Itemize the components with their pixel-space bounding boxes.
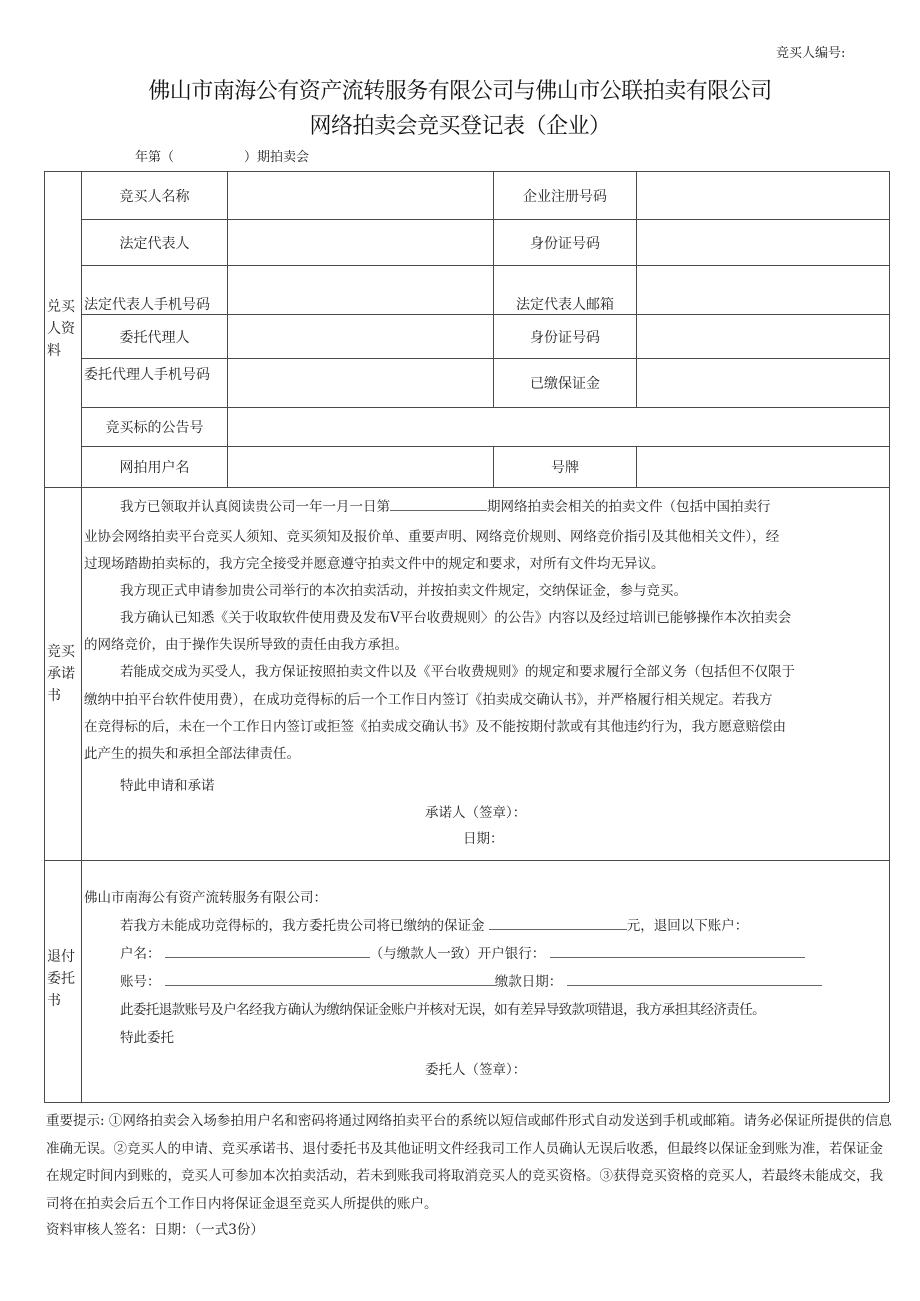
refund-text-segment: 若我方未能成功竞得标的，我方委托贵公司将已缴纳的保证金 — [120, 918, 485, 934]
refund-confirm-text: 此委托退款账号及户名经我方确认为缴纳保证金账户并核对无误，如有差异导致款项错退，我方承担其经济责任。 — [120, 1002, 765, 1018]
commitment-line: 在竞得标的后，未在一个工作日内签订或拒签《拍卖成交确认书》及不能按期付款或有其他违约行为，我方愿意赔偿由 — [84, 719, 786, 735]
account-no-blank[interactable] — [165, 973, 495, 986]
agent-id-input[interactable] — [641, 320, 889, 352]
refund-line-account-name — [120, 941, 805, 968]
commitment-line: 缴纳中拍平台软件使用费），在成功竞得标的后一个工作日内签订《拍卖成交确认书》，并严格履行相关规定。若我方 — [84, 692, 773, 708]
commitment-closing: 特此申请和承诺 — [120, 778, 215, 794]
commitment-line: 我方确认已知悉《关于收取软件使用费及发布V平台收费规则〉的公告》内容以及经过培训已能够操作本次拍卖会 — [120, 610, 792, 626]
refund-line-account-no — [120, 969, 822, 996]
label-agent: 委托代理人 — [119, 330, 190, 346]
label-legal-rep-phone: 法定代表人手机号码 — [84, 297, 210, 313]
table-border-right — [889, 171, 890, 1102]
announcement-no-input[interactable] — [232, 412, 888, 444]
page-title-line1: 佛山市南海公有资产流转服务有限公司与佛山市公联拍卖有限公司 — [148, 79, 772, 104]
section-label-line: 竞买 — [47, 644, 75, 660]
commitment-line: 的网络竞价，由于操作失误所导致的责任由我方承担。 — [84, 637, 408, 653]
section-label-line: 委托 — [47, 971, 75, 987]
refund-text-segment: 元，退回以下账户： — [626, 918, 749, 934]
section-label-line: 兑买 — [47, 299, 75, 315]
side-column-divider — [81, 171, 82, 1102]
row-divider — [81, 219, 889, 220]
column-divider — [636, 446, 637, 487]
section-label-line: 书 — [47, 993, 61, 1009]
section-label-refund — [47, 946, 81, 1012]
legal-rep-phone-input[interactable] — [232, 274, 491, 310]
bank-blank[interactable] — [550, 945, 805, 958]
commitment-text-segment: 期网络拍卖会相关的拍卖文件（包括中国拍卖行 — [487, 499, 771, 515]
column-divider — [636, 171, 637, 407]
payment-date-label: 缴款日期： — [494, 974, 563, 990]
table-border-left — [44, 171, 45, 1102]
account-name-blank[interactable] — [165, 945, 370, 958]
section-divider — [44, 487, 889, 488]
session-blank[interactable] — [390, 498, 487, 511]
agent-input[interactable] — [232, 320, 491, 352]
commitment-line: 若能成交成为买受人，我方保证按照拍卖文件以及《平台收费规则》的规定和要求履行全部义务（包括但不仅限于 — [120, 664, 795, 680]
label-agent-id: 身份证号码 — [530, 330, 600, 346]
commitment-line: 过现场踏勘拍卖标的，我方完全接受并愿意遵守拍卖文件中的规定和要求，对所有文件均无异议。 — [84, 556, 665, 572]
session-line — [135, 146, 309, 165]
label-online-username: 网拍用户名 — [119, 460, 190, 476]
deposit-amount-blank[interactable] — [489, 917, 627, 930]
session-suffix: ）期拍卖会 — [244, 150, 310, 165]
account-no-label: 账号： — [120, 974, 161, 990]
bank-label: （与缴款人一致）开户银行： — [369, 946, 546, 962]
row-divider — [81, 265, 889, 266]
commitment-date-label: 日期： — [463, 831, 504, 847]
legal-rep-input[interactable] — [232, 226, 491, 258]
refund-closing: 特此委托 — [120, 1030, 174, 1046]
label-legal-rep: 法定代表人 — [119, 236, 190, 252]
commitment-line: 此产生的损失和承担全部法律责任。 — [84, 746, 300, 762]
account-name-label: 户名： — [120, 946, 161, 962]
row-divider — [81, 407, 889, 408]
label-legal-rep-email: 法定代表人邮箱 — [516, 297, 614, 313]
label-agent-phone: 委托代理人手机号码 — [84, 367, 210, 383]
row-divider — [81, 446, 889, 447]
section-label-line: 承诺 — [47, 666, 75, 682]
agent-phone-input[interactable] — [232, 366, 491, 402]
payment-date-blank[interactable] — [567, 973, 822, 986]
paddle-number-input[interactable] — [641, 451, 889, 483]
commitment-line: 我方现正式申请参加贵公司举行的本次拍卖活动，并按拍卖文件规定，交纳保证金，参与竞买。 — [120, 583, 687, 599]
bidder-number-label: 竞买人编号: — [776, 46, 846, 61]
commitment-signer-label: 承诺人（签章）： — [425, 805, 527, 821]
important-notes: 重要提示: ①网络拍卖会入场参拍用户名和密码将通过网络拍卖平台的系统以短信或邮件形式自动发送到手机或邮箱。请务必保证所提供的信息准确无误。②竞买人的申请、竞买承诺书、退付委托书及其他证明文件经我司工作人员确认无误后收悉，但最终以保证金到账为准，若保证金在规定时间内到账的，竞买人可参加本次拍卖活动，若未到账我司将取消竞买人的竞买资格。③获得竞买资格的竞买人，若最终未能成交，我司将在拍卖会后五个工作日内将保证金退至竞买人所提供的账户。 — [46, 1113, 892, 1212]
online-username-input[interactable] — [232, 451, 491, 483]
legal-rep-email-input[interactable] — [641, 274, 889, 310]
label-legal-rep-id: 身份证号码 — [530, 236, 600, 252]
company-reg-no-input[interactable] — [641, 180, 889, 212]
commitment-line: 业协会网络拍卖平台竞买人须知、竞买须知及报价单、重要声明、网络竞价规则、网络竞价指引及其他相关文件），经 — [84, 529, 780, 545]
table-border-top — [44, 171, 889, 172]
reviewer-signature-line: 资料审核人签名：日期：（一式3份） — [46, 1222, 264, 1238]
label-company-reg-no: 企业注册号码 — [523, 189, 607, 205]
section-label-commitment — [47, 641, 81, 707]
section-label-line: 退付 — [47, 949, 75, 965]
commitment-line — [120, 494, 771, 521]
refund-signer-label: 委托人（签章）： — [425, 1062, 527, 1078]
label-deposit-paid: 已缴保证金 — [530, 376, 600, 392]
refund-line-deposit — [120, 913, 748, 940]
column-divider — [227, 171, 228, 487]
bidder-name-input[interactable] — [232, 180, 491, 212]
label-paddle-number: 号牌 — [551, 460, 579, 476]
section-label-line: 人资 — [47, 321, 75, 337]
label-bidder-name: 竞买人名称 — [119, 189, 190, 205]
section-label-line: 料 — [47, 343, 61, 359]
section-divider — [44, 860, 889, 861]
session-prefix: 年第（ — [135, 150, 175, 165]
row-divider — [81, 314, 889, 315]
deposit-paid-input[interactable] — [641, 366, 889, 402]
page-title-line2: 网络拍卖会竞买登记表（企业） — [309, 114, 611, 139]
row-divider — [81, 358, 889, 359]
section-label-bidder-info — [47, 296, 81, 362]
table-border-bottom — [44, 1102, 889, 1103]
section-label-line: 书 — [47, 688, 61, 704]
column-divider — [493, 171, 494, 407]
commitment-text-segment: 我方已领取并认真阅读贵公司一年一月一日第 — [120, 499, 390, 515]
legal-rep-id-input[interactable] — [641, 226, 889, 258]
refund-addressee: 佛山市南海公有资产流转服务有限公司： — [84, 890, 327, 906]
label-announcement-no: 竞买标的公告号 — [105, 420, 204, 436]
